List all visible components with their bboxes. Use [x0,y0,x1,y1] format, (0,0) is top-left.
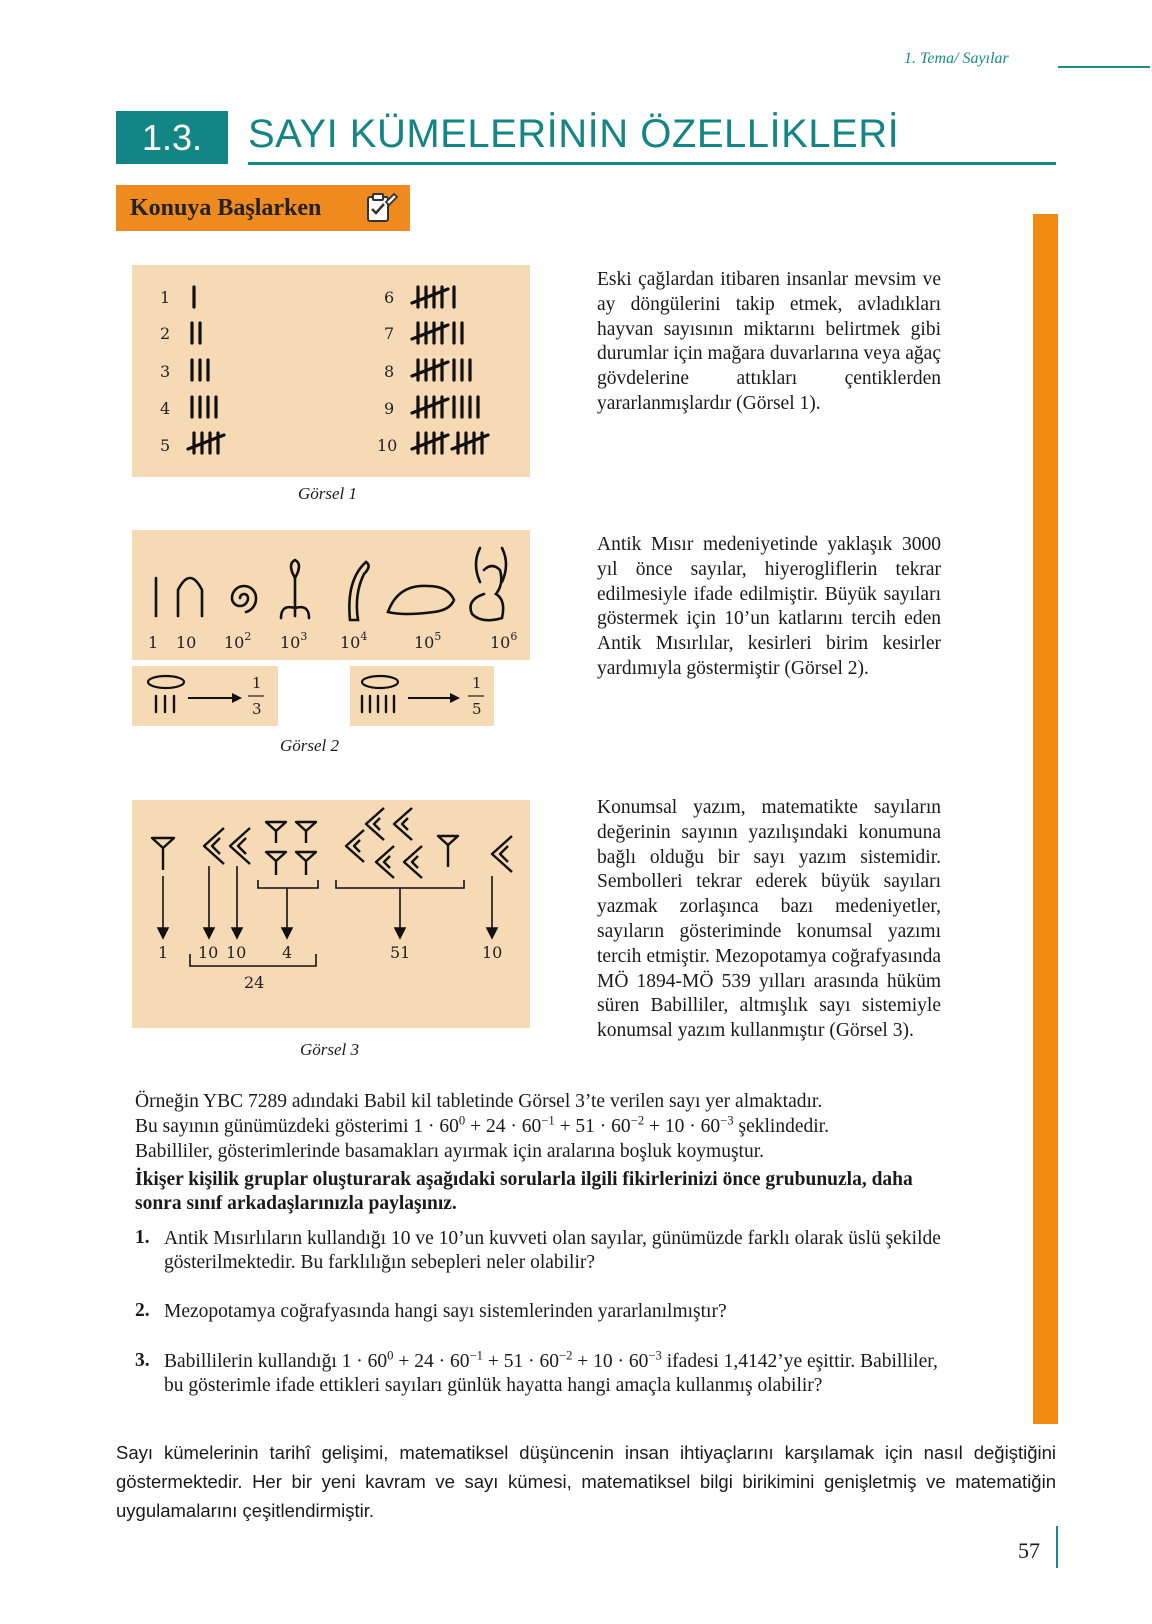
gorsel1-caption: Görsel 1 [298,484,358,503]
fraction-one-fifth-image [350,666,494,726]
cuneiform-value: 4 [282,943,293,962]
section-title: SAYI KÜMELERİNİN ÖZELLİKLERİ [248,112,900,156]
question-number: 3. [135,1350,150,1371]
fraction-denominator: 5 [472,700,482,718]
gorsel2-hieroglyph-image [132,530,530,660]
konuya-baslarken-banner [116,185,410,231]
svg-text:104 [340,630,367,652]
example-line-2 [135,1115,945,1140]
hieroglyph-value: 10 [490,633,511,652]
tally-number: 9 [384,399,395,418]
fraction-numerator: 1 [252,674,262,692]
gorsel3-caption: Görsel 3 [300,1040,360,1059]
question-text: Mezopotamya coğrafyasında hangi sayı sistemlerinden yararlanılmıştır? [164,1301,727,1322]
exponent: −1 [541,1113,555,1128]
page-number-rule [1056,1526,1058,1568]
svg-text:102 [224,630,251,652]
exponent: −2 [558,1348,573,1363]
tally-number: 6 [384,288,395,307]
formula-term: + 51 · 60 [554,1115,631,1137]
tally-number: 4 [160,399,171,418]
exponent: −2 [630,1113,645,1128]
hieroglyph-value: 10 [340,633,361,652]
gorsel3-babylonian-image [132,800,530,1028]
example-text: şeklindedir. [738,1115,829,1137]
hieroglyph-value: 10 [280,633,301,652]
paragraph-tally: Eski çağlardan itibaren insanlar mevsim ve ay döngülerini takip etmek, avladıkları hayvan sayısının miktarını belirtmek gibi durumlar için mağara duvarlarına veya ağaç gövdelerine attıkları çentiklerden yararlanmışlardır (Görsel 1). [597,269,941,414]
exponent: −3 [720,1113,734,1128]
hieroglyph-exponent: 4 [360,630,368,643]
tally-number: 3 [160,362,171,381]
tally-number: 5 [160,436,171,455]
tally-number: 8 [384,362,395,381]
question-number: 1. [135,1227,150,1248]
konuya-baslarken-label: Konuya Başlarken [130,194,322,221]
question-number: 2. [135,1300,150,1321]
paragraph-example [135,1090,945,1164]
header-theme-label: 1. Tema/ Sayılar [904,50,1009,67]
exponent: 0 [458,1113,466,1128]
section-underline [248,162,1056,165]
exponent: −3 [648,1348,662,1363]
svg-text:103 [280,630,307,652]
gorsel1-tally-image [132,265,530,477]
fraction-figure-third [132,666,278,726]
question-text-part: Babillilerin kullandığı [164,1351,337,1372]
closing-paragraph: Sayı kümelerinin tarihî gelişimi, matematiksel düşüncenin insan ihtiyaçlarını karşılamak için nasıl değiştiğini göstermektedir. Her bir yeni kavram ve sayı kümesi, matematiksel bilgi birikimini genişletmiş ve matematiğin uygulamalarını çeşitlendirmiştir. [116,1442,1056,1521]
fraction-one-third-image [132,666,278,726]
formula-term: + 51 · 60 [482,1351,559,1372]
paragraph-positional: Konumsal yazım, matematikte sayıların değerinin sayının yazılışındaki konumuna bağlı olduğu bir sayı yazım sistemidir. Sembolleri tekrar ederek büyük sayıları yazmak zorlaşınca bazı medeniyetler, sayıların gösteriminde konumsal yazımı tercih etmiştir. Mezopotamya coğrafyasında MÖ 1894-MÖ 539 yılları arasında hüküm süren Babilliler, altmışlık sayı sistemiyle konumsal yazım kullanmıştır (Görsel 3). [597,797,941,1042]
cuneiform-sum: 24 [244,973,265,992]
fraction-numerator: 1 [472,674,482,692]
hieroglyph-exponent: 3 [300,630,308,643]
cuneiform-value: 10 [482,943,503,962]
svg-text:106 [490,630,517,652]
hieroglyph-value: 10 [224,633,245,652]
hieroglyph-exponent: 6 [510,630,518,643]
cuneiform-figure [132,800,530,1028]
formula-term: + 10 · 60 [572,1351,649,1372]
cuneiform-value: 10 [198,943,219,962]
example-text: Bu sayının günümüzdeki gösterimi 1 · 60 [135,1115,459,1137]
formula-term: + 10 · 60 [644,1115,721,1137]
tally-number: 7 [384,324,395,343]
question-text-part: ifadesi 1,4142’ye eşittir. Babilliler, bu gösterimle ifade ettikleri sayıları günlük hayatta hangi amaçla kullanmış olabilir? [164,1351,938,1396]
hieroglyph-value: 10 [414,633,435,652]
hieroglyph-value: 1 [148,633,159,652]
cuneiform-value: 1 [158,943,169,962]
paragraph-egypt: Antik Mısır medeniyetinde yaklaşık 3000 yıl önce sayılar, hiyerogliflerin tekrar edilmesiyle ifade edilmiştir. Büyük sayıları göstermek için 10’un katlarını tercih eden Antik Mısırlılar, kesirleri birim kesirler yardımıyla göstermiştir (Görsel 2). [597,534,941,679]
hieroglyph-figure [132,530,530,660]
example-line-3: Babilliler, gösterimlerinde basamakları ayırmak için aralarına boşluk koymuştur. [135,1140,764,1162]
question-text [164,1350,954,1398]
formula-term: + 24 · 60 [393,1351,470,1372]
section-number: 1.3. [116,111,228,164]
example-line-1: Örneğin YBC 7289 adındaki Babil kil tabletinde Görsel 3’te verilen sayı yer almaktadır. [135,1091,823,1112]
page-number: 57 [1018,1538,1040,1563]
fraction-figure-fifth [350,666,494,726]
group-instruction: İkişer kişilik gruplar oluşturarak aşağıdaki sorularla ilgili fikirlerinizi önce grubunuzla, daha sonra sınıf arkadaşlarınızla paylaşınız. [135,1169,913,1214]
fraction-denominator: 3 [252,700,262,718]
hieroglyph-value: 10 [176,633,197,652]
question-text: Antik Mısırlıların kullandığı 10 ve 10’un kuvveti olan sayılar, günümüzde farklı olarak üslü şekilde gösterilmektedir. Bu farklılığın sebepleri neler olabilir? [164,1228,941,1273]
header-rule [1058,66,1150,68]
cuneiform-value: 51 [390,943,411,962]
cuneiform-value: 10 [226,943,247,962]
tally-number: 2 [160,324,171,343]
hieroglyph-exponent: 5 [434,630,442,643]
tally-number: 10 [377,436,398,455]
exponent: −1 [469,1348,483,1363]
tally-marks-figure [132,265,530,477]
svg-text:105 [414,630,441,652]
formula-term: 1 · 60 [341,1351,388,1372]
gorsel2-caption: Görsel 2 [280,736,340,755]
tally-number: 1 [160,288,171,307]
formula-term: + 24 · 60 [465,1115,542,1137]
exponent: 0 [387,1348,394,1363]
side-accent-bar [1033,214,1058,1424]
clipboard-check-icon [364,190,398,224]
hieroglyph-exponent: 2 [244,630,252,643]
